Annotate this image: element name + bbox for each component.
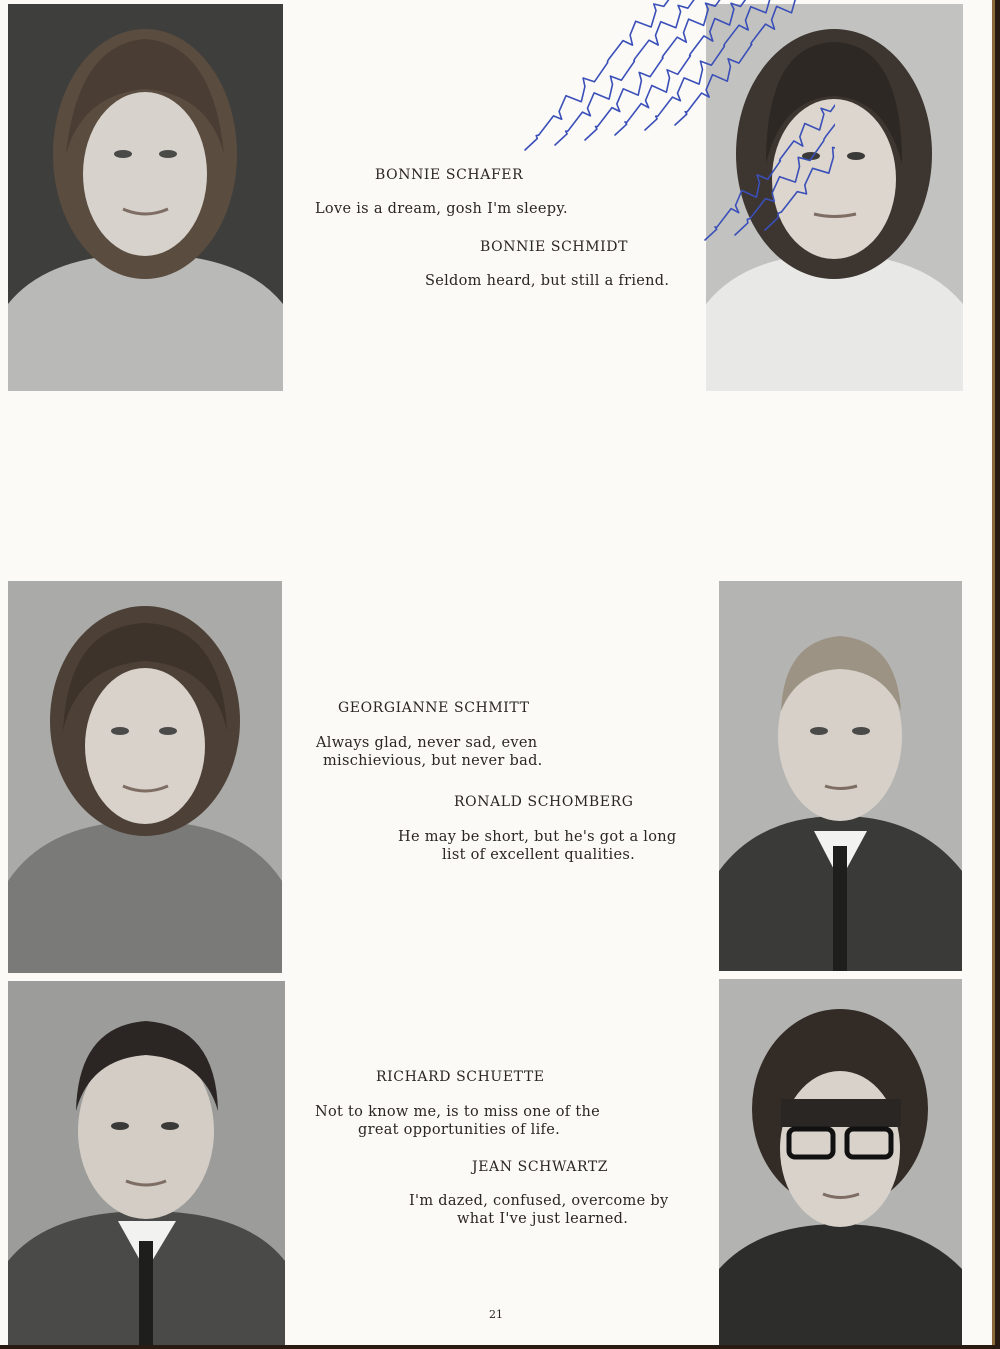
signature-stroke (555, 0, 702, 145)
portrait-photo-jean-schwartz (719, 979, 962, 1345)
portrait-photo-ronald-schomberg (719, 581, 962, 971)
student-quote-ronald-schomberg-line-1: He may be short, but he's got a long (398, 829, 677, 845)
portrait-photo-bonnie-schafer (8, 4, 283, 391)
student-quote-ronald-schomberg-line-2: list of excellent qualities. (442, 847, 635, 863)
student-name-georgianne-schmitt: GEORGIANNE SCHMITT (338, 700, 530, 716)
student-quote-jean-schwartz-line-1: I'm dazed, confused, overcome by (409, 1193, 669, 1209)
student-quote-richard-schuette-line-1: Not to know me, is to miss one of the (315, 1104, 600, 1120)
student-quote-georgianne-schmitt-line-1: Always glad, never sad, even (316, 735, 538, 751)
student-name-jean-schwartz: JEAN SCHWARTZ (472, 1159, 609, 1175)
signature-stroke (525, 0, 678, 150)
student-name-bonnie-schmidt: BONNIE SCHMIDT (480, 239, 629, 255)
portrait-photo-richard-schuette (8, 981, 285, 1345)
student-name-ronald-schomberg: RONALD SCHOMBERG (454, 794, 634, 810)
student-quote-richard-schuette-line-2: great opportunities of life. (358, 1122, 561, 1138)
portrait-photo-georgianne-schmitt (8, 581, 282, 973)
student-quote-bonnie-schafer: Love is a dream, gosh I'm sleepy. (315, 201, 568, 217)
student-quote-bonnie-schmidt: Seldom heard, but still a friend. (425, 273, 670, 289)
portrait-photo-bonnie-schmidt (706, 4, 963, 391)
student-quote-jean-schwartz-line-2: what I've just learned. (457, 1211, 629, 1227)
page-number: 21 (489, 1308, 503, 1321)
student-name-richard-schuette: RICHARD SCHUETTE (376, 1069, 545, 1085)
student-quote-georgianne-schmitt-line-2: mischievious, but never bad. (323, 753, 543, 769)
student-name-bonnie-schafer: BONNIE SCHAFER (375, 167, 524, 183)
